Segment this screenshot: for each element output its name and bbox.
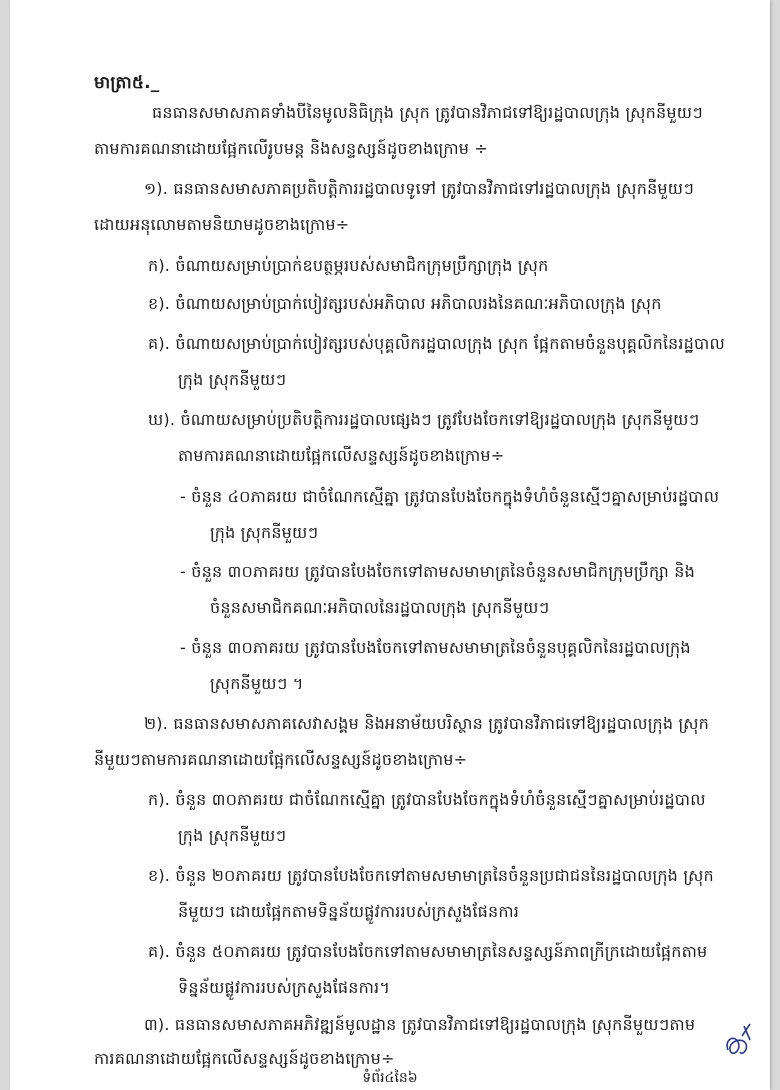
paragraph-line: តាមការគណនាដោយផ្អែកលើរូបមន្ត និងសន្ទស្សន៍ដូចខាងក្រោម ÷ <box>94 139 488 158</box>
item-ko-line: ទិន្នន័យផ្លូវការរបស់ក្រសួងផែនការ។ <box>178 978 391 997</box>
document-page <box>10 0 770 1090</box>
bullet-line: - ចំនួន ៣០ភាគរយ ត្រូវបានបែងចែកទៅតាមសមាមាត្រនៃចំនួនបុគ្គលិកនៃរដ្ឋបាលក្រុង <box>180 638 691 657</box>
item-ko-line: គ). ចំណាយសម្រាប់ប្រាក់បៀវត្សរបស់បុគ្គលិករដ្ឋបាលក្រុង ស្រុក ផ្អែកតាមចំនួនបុគ្គលិកនៃរដ្ឋបាល <box>148 334 725 353</box>
handwritten-signature <box>720 1006 760 1070</box>
paragraph-line: ធនធានសមាសភាគទាំងបីនៃមូលនិធិក្រុង ស្រុក ត្រូវបានវិភាជទៅឱ្យរដ្ឋបាលក្រុង ស្រុកនីមួយៗ <box>152 103 703 122</box>
item-kha-line: ខ). ចំនួន ២០ភាគរយ ត្រូវបានបែងចែកទៅតាមសមាមាត្រនៃចំនួនប្រជាជននៃរដ្ឋបាលក្រុង ស្រុក <box>148 866 714 885</box>
item-kha-line: នីមួយៗ ដោយផ្អែកតាមទិន្នន័យផ្លូវការរបស់ក្រសួងផែនការ <box>178 902 520 921</box>
item-ka-line: ក). ចំណាយសម្រាប់ប្រាក់ឧបត្ថម្ភរបស់សមាជិកក្រុមប្រឹក្សាក្រុង ស្រុក <box>148 256 549 275</box>
item-kho-line: តាមការគណនាដោយផ្អែកលើសន្ទស្សន៍ដូចខាងក្រោម÷ <box>178 446 505 465</box>
item-kho-line: ឃ). ចំណាយសម្រាប់ប្រតិបត្តិការរដ្ឋបាលផ្សេងៗ ត្រូវបែងចែកទៅឱ្យរដ្ឋបាលក្រុង ស្រុកនីមួយៗ <box>148 410 700 429</box>
article-heading: មាត្រា៥._ <box>94 73 160 93</box>
section-1-line: ដោយអនុលោមតាមនិយាមដូចខាងក្រោម÷ <box>94 215 350 234</box>
item-ka-line: ក). ចំនួន ៣០ភាគរយ ជាចំណែកស្មើគ្នា ត្រូវបានបែងចែកក្នុងទំហំចំនួនស្មើៗគ្នាសម្រាប់រដ្ឋបាល <box>148 790 706 809</box>
section-3-line: ៣). ធនធានសមាសភាគអភិវឌ្ឍន៍មូលដ្ឋាន ត្រូវបានវិភាជទៅឱ្យរដ្ឋបាលក្រុង ស្រុកនីមួយៗតាម <box>144 1015 696 1034</box>
section-2-line: ២). ធនធានសមាសភាគសេវាសង្គម និងអនាម័យបរិស្ថាន ត្រូវបានវិភាជទៅឱ្យរដ្ឋបាលក្រុង ស្រុក <box>144 714 710 733</box>
bullet-line: - ចំនួន ៤០ភាគរយ ជាចំណែកស្មើគ្នា ត្រូវបានបែងចែកក្នុងទំហំចំនួនស្មើៗគ្នាសម្រាប់រដ្ឋបាល <box>180 487 720 506</box>
bullet-line: ចំនួនសមាជិកគណៈអភិបាលនៃរដ្ឋបាលក្រុង ស្រុកនីមួយៗ <box>210 598 550 617</box>
bullet-line: ក្រុង ស្រុកនីមួយៗ <box>210 523 319 542</box>
item-kha-line: ខ). ចំណាយសម្រាប់ប្រាក់បៀវត្សរបស់អភិបាល អភិបាលរងនៃគណៈអភិបាលក្រុង ស្រុក <box>148 294 662 313</box>
item-ko-line: ក្រុង ស្រុកនីមួយៗ <box>178 370 287 389</box>
item-ko-line: គ). ចំនួន ៥០ភាគរយ ត្រូវបានបែងចែកទៅតាមសមាមាត្រនៃសន្ទស្សន៍ភាពក្រីក្រដោយផ្អែកតាម <box>148 942 708 961</box>
bullet-line: - ចំនួន ៣០ភាគរយ ត្រូវបានបែងចែកទៅតាមសមាមាត្រនៃចំនួនសមាជិកក្រុមប្រឹក្សា និង <box>180 562 695 581</box>
section-2-line: នីមួយៗតាមការគណនាដោយផ្អែកលើសន្ទស្សន៍ដូចខាងក្រោម÷ <box>94 750 468 769</box>
section-1-line: ១). ធនធានសមាសភាគប្រតិបត្តិការរដ្ឋបាលទូទៅ ត្រូវបានវិភាជទៅរដ្ឋបាលក្រុង ស្រុកនីមួយៗ <box>144 179 694 198</box>
bullet-line: ស្រុកនីមួយៗ ។ <box>210 674 304 693</box>
item-ka-line: ក្រុង ស្រុកនីមួយៗ <box>178 826 287 845</box>
page-number: ទំព័រ៤នៃ៦ <box>362 1070 418 1086</box>
section-3-line: ការគណនាដោយផ្អែកលើសន្ទស្សន៍ដូចខាងក្រោម÷ <box>94 1049 395 1068</box>
